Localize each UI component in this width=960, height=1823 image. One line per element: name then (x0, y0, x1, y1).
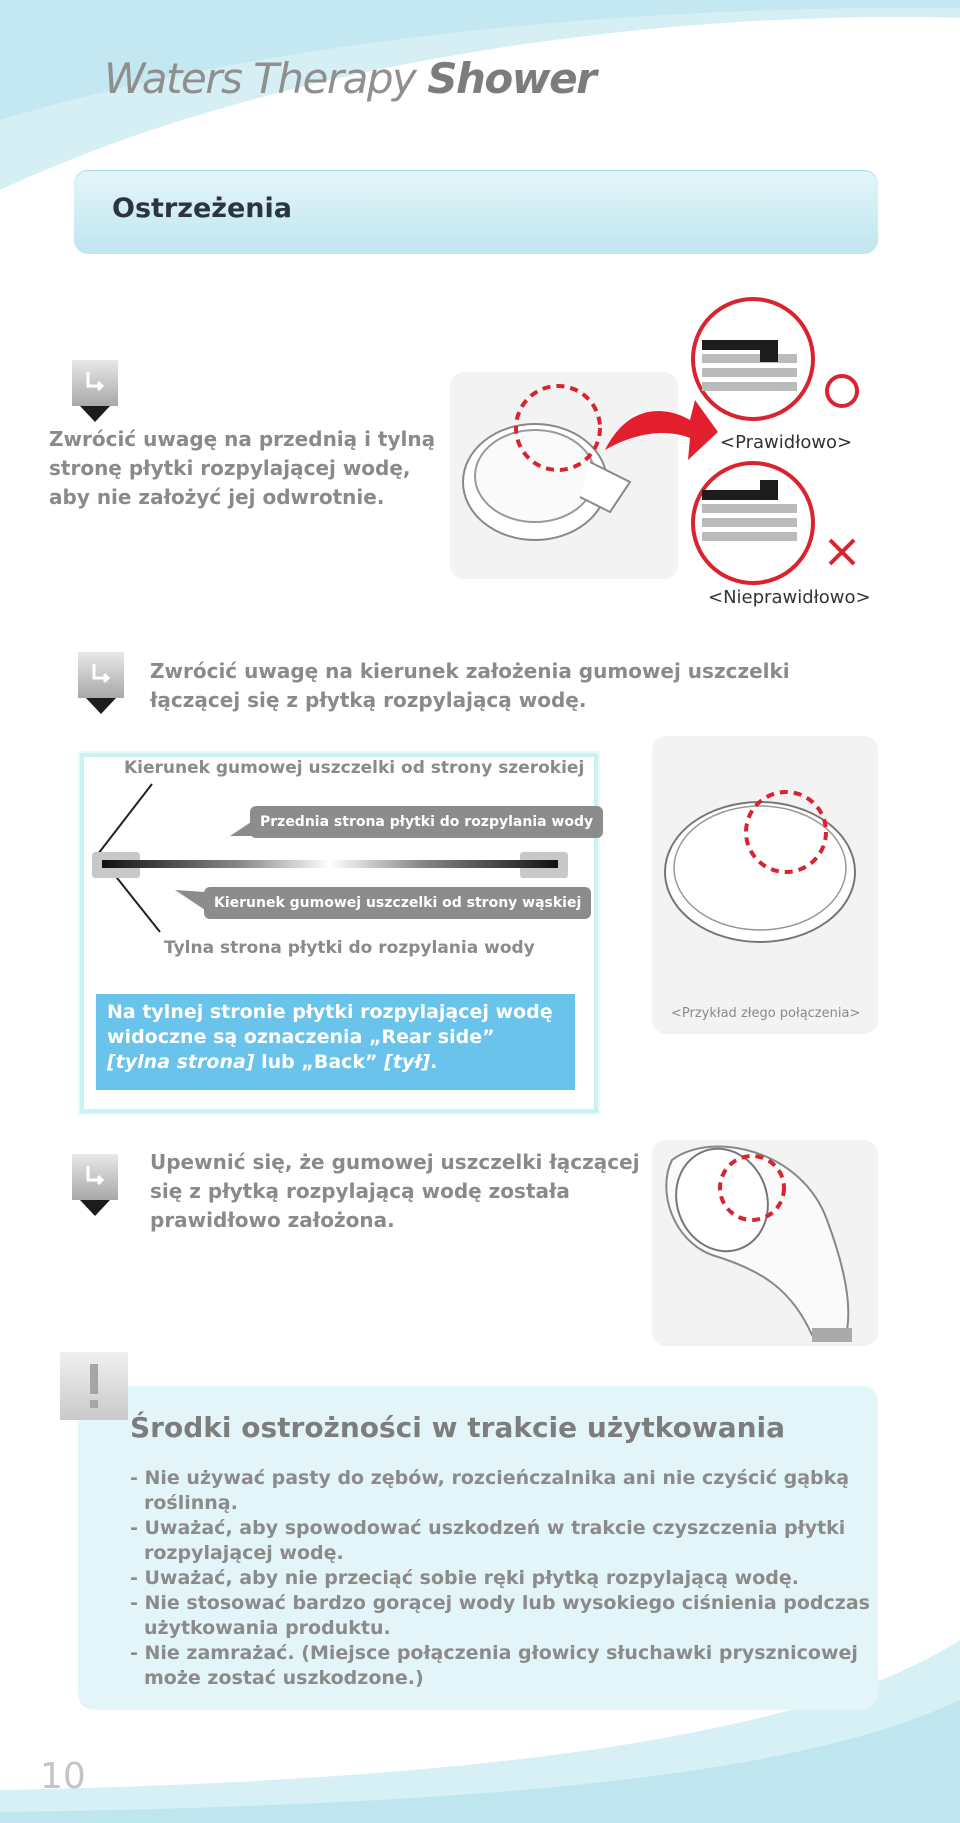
correct-label: <Prawidłowo> (720, 432, 853, 453)
front-side-pill: Przednia strona płytki do rozpylania wody (250, 806, 603, 838)
correct-mark-icon (823, 372, 861, 410)
section-title: Ostrzeżenia (112, 193, 292, 224)
page-number: 10 (40, 1756, 86, 1797)
back-side-label: Tylna strona płytki do rozpylania wody (164, 938, 535, 958)
narrow-side-pill: Kierunek gumowej uszczelki od strony wąskiej (204, 887, 591, 919)
list-item: - Nie używać pasty do zębów, rozcieńczalnika ani nie czyścić gąbką roślinną. (130, 1467, 850, 1514)
wide-side-label: Kierunek gumowej uszczelki od strony szerokiej (124, 758, 585, 778)
caution-list (130, 1466, 870, 1691)
shower-head-illustration (652, 1140, 878, 1346)
exclamation-icon (58, 1350, 130, 1422)
bad-example-illustration (652, 736, 878, 996)
list-item: - Nie stosować bardzo gorącej wody lub wysokiego ciśnienia podczas użytkowania produktu. (130, 1592, 870, 1639)
bad-example-caption: <Przykład złego połączenia> (671, 1006, 861, 1021)
arrow-step-icon (76, 650, 126, 722)
step3-text: Upewnić się, że gumowej uszczelki łączącej się z płytką rozpylającą wodę została prawidłowo założona. (150, 1150, 640, 1232)
list-item: - Uważać, aby nie przeciąć sobie ręki płytką rozpylającą wodę. (130, 1567, 799, 1589)
caution-title: Środki ostrożności w trakcie użytkowania (130, 1411, 786, 1444)
note-text: Na tylnej stronie płytki rozpylającej wodę widoczne są oznaczenia „Rear side” [tylna strona] lub „Back” [tył]. (107, 1001, 553, 1073)
incorrect-mark-icon (826, 536, 858, 568)
step2-text: Zwrócić uwagę na kierunek założenia gumowej uszczelki łączącej się z płytką rozpylającą wodę. (150, 659, 790, 712)
list-item: - Uważać, aby spowodować uszkodzeń w trakcie czyszczenia płytki rozpylającej wodę. (130, 1517, 846, 1564)
arrow-step-icon (70, 358, 120, 430)
list-item: - Nie zamrażać. (Miejsce połączenia głowicy słuchawki prysznicowej może zostać uszkodzone.) (130, 1642, 858, 1689)
incorrect-label: <Nieprawidłowo> (708, 587, 871, 608)
arrow-step-icon (70, 1152, 120, 1224)
brand-logo: Waters Therapy Shower (104, 54, 596, 103)
correct-detail-circle (690, 296, 816, 422)
step1-text: Zwrócić uwagę na przednią i tylną stronę płytki rozpylającej wodę, aby nie założyć jej odwrotnie. (49, 427, 436, 509)
incorrect-detail-circle (690, 460, 816, 586)
